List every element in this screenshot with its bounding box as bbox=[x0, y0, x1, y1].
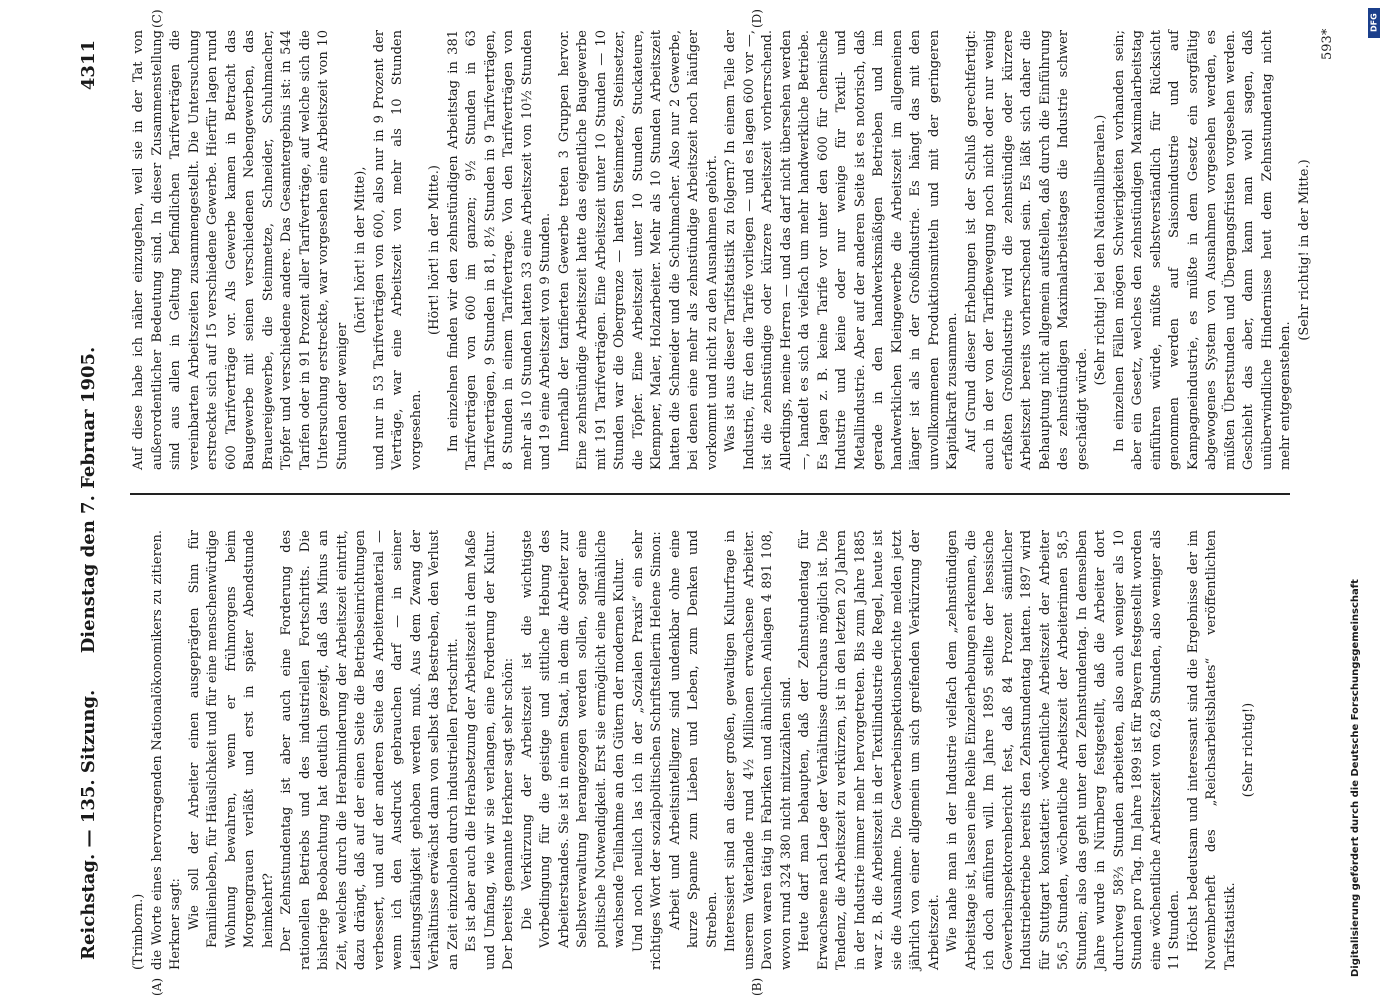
margin-marker-b: (B) bbox=[750, 977, 764, 996]
paragraph: Auf Grund dieser Erhebungen ist der Schluß gerechtfertigt: auch in der von der Tarifbewegung noch nicht oder nur wenig erfaßten Großindustrie wird die zehnstündige oder kürzere Arbeitszeit bereits vorherrschend sein. Es läßt sich daher die Behauptung nicht allgemein aufstellen, daß durch die Einführung des zehnstündigen Maximalarbeitstages die Industrie schwer geschädigt würde. bbox=[963, 30, 1090, 470]
paragraph: In einzelnen Fällen mögen Schwierigkeiten vorhanden sein; aber ein Gesetz, welches den zehnstündigen Maximalarbeitstag einführen würde, müßte selbstverständlich für Rücksicht genommen werden auf Saisonindustrie und auf Kampagneindustrie, es müßte in dem Gesetz ein sorgfältig abgewogenes System von Ausnahmen vorgesehen werden, es müßten Überstunden und Übergangsfristen vorgesehen werden. Geschieht das aber, dann kann man wohl sagen, daß unüberwindliche Hindernisse heut dem Zehnstundentag nicht mehr entgegenstehen. bbox=[1111, 30, 1293, 470]
dfg-logo: DFG bbox=[1368, 8, 1380, 38]
paragraph: Wie soll der Arbeiter einen ausgeprägten Sinn für Familienleben, für Häuslichkeit und für eine menschenwürdige Wohnung bewahren, wenn er frühmorgens beim Morgengrauen verläßt und erst in später Abendstunde heimkehrt? bbox=[186, 530, 276, 948]
margin-marker-a: (A) bbox=[150, 977, 164, 996]
paragraph: Wie nahe man in der Industrie vielfach dem „zehnstündigen Arbeitstage ist, lassen eine Reihe Einzelerhebungen erkennen, die ich doch anführen will. Im Jahre 1895 stellte der hessische Gewerbeinspektorenbericht fest, daß 84 Prozent sämtlicher Industriebetriebe bereits den Zehnstundentag hatten. 1897 wird für Stuttgart konstatiert: wöchentliche Arbeitszeit der Arbeiter 56,5 Stunden, wöchentliche Arbeitszeit der Arbeiterinnen 58,5 Stunden; also das geht unter den Zehnstundentag. In demselben Jahre wurde in Nürnberg festgestellt, daß die Arbeiter dort durchweg 58⅔ Stunden arbeiteten, also auch weniger als 10 Stunden pro Tag. Im Jahre 1899 ist für Bayern festgestellt worden eine wöchentliche Arbeitszeit von 62,8 Stunden, also weniger als 11 Stunden. bbox=[945, 530, 1182, 970]
paragraph: Was ist aus dieser Tarifstatistik zu folgern? In einem Teile der Industrie, für den die Tarife vorliegen — und es lagen 600 vor —, ist die zehnstündige oder kürzere Arbeitszeit vorherrschend. Allerdings, meine Herren — und das darf nicht übersehen werden —, handelt es sich da vielfach um mehr handwerkliche Betriebe. Es lagen z. B. keine Tarife vor unter den 600 für chemische Industrie und keine oder nur wenige für Textil- und Metallindustrie. Aber auf der anderen Seite ist es notorisch, daß gerade in den handwerksmäßigen Betrieben und im handwerklichen Kleingewerbe die Arbeitszeit im allgemeinen länger ist als in der Großindustrie. Es hängt das mit den unvollkommenen Produktionsmitteln und mit der geringeren Kapitalkraft zusammen. bbox=[723, 30, 960, 470]
column-divider bbox=[130, 493, 1290, 495]
paragraph: Die Verkürzung der Arbeitszeit ist die wichtigste Vorbedingung für die geistige und sittliche Hebung des Arbeiterstandes. Sie ist in einem Staat, in dem die Arbeiter zur Selbstverwaltung herangezogen werden sollen, sogar eine politische Notwendigkeit. Erst sie ermöglicht eine allmähliche wachsende Teilnahme an den Gütern der modernen Kultur. bbox=[519, 530, 627, 948]
paragraph: Der Zehnstundentag ist aber auch eine Forderung des rationellen Betriebs und des industriellen Fortschritts. Die bisherige Beobachtung hat deutlich gezeigt, daß das Minus an Zeit, welches durch die Herabminderung der Arbeitszeit eintritt, dazu drängt, daß auf der einen Seite die Betriebseinrichtungen verbessert, und auf der anderen Seite das Arbeitermaterial — wenn ich den Ausdruck gebrauchen darf — in seiner Leistungsfähigkeit gehoben werden muß. Aus dem Zwang der Verhältnisse erwächst dann von selbst das Bestreben, den Verlust an Zeit einzuholen durch industriellen Fortschritt. bbox=[279, 530, 461, 970]
margin-marker-d: (D) bbox=[750, 9, 764, 28]
paragraph: (Trimborn.) bbox=[131, 893, 146, 970]
paragraph: Heute darf man behaupten, daß der Zehnstundentag für Erwachsene nach Lage der Verhältnisse durchaus möglich ist. Die Tendenz, die Arbeitszeit zu verkürzen, ist in den letzten 20 Jahren in der Industrie immer mehr hervorgetreten. Bis zum Jahre 1885 war z. B. die Arbeitszeit in der Textilindustrie die Regel, heute ist sie die Ausnahme. Die Gewerbeinspektionsberichte melden jetzt jährlich von einer allgemein um sich greifenden Verkürzung der Arbeitszeit. bbox=[797, 530, 942, 970]
page-number: 4311 bbox=[77, 40, 99, 91]
paragraph: die Worte eines hervorragenden Nationalökonomikers zu zitieren. Herkner sagt: bbox=[149, 530, 183, 970]
paragraph: Interessiert sind an dieser großen, gewaltigen Kulturfrage in unserem Vaterlande rund 4½ Millionen erwachsene Arbeiter. Davon waren tätig in Fabriken und ähnlichen Anlagen 4 891 108, wovon rund 324 380 nicht mitzuzählen sind. bbox=[723, 530, 794, 970]
paragraph: Höchst bedeutsam und interessant sind die Ergebnisse der im Novemberheft des „Reichsarbeitsblattes“ veröffentlichten Tarifstatistik. bbox=[1185, 530, 1238, 970]
text-column-right bbox=[130, 30, 1314, 470]
text-column-left bbox=[130, 530, 1259, 970]
page-header bbox=[68, 40, 108, 960]
paragraph: und nur in 53 Tarifverträgen von 600, also nur in 9 Prozent der Verträge, war eine Arbeitszeit von mehr als 10 Stunden vorgesehen. bbox=[371, 30, 424, 470]
digitization-credit bbox=[1335, 5, 1375, 995]
signature-mark: 593* bbox=[1320, 28, 1335, 60]
rotated-page bbox=[60, 0, 1360, 1000]
header-left: Reichstag. — 135. Sitzung. bbox=[77, 689, 99, 960]
paragraph: (Sehr richtig! in der Mitte.) bbox=[1296, 159, 1312, 341]
paragraph: Und noch neulich las ich in der „Sozialen Praxis“ ein sehr richtiges Wort der sozialpolitischen Schriftstellerin Helene Simon: bbox=[630, 530, 664, 970]
paragraph: Auf diese habe ich näher einzugehen, weil sie in der Tat von außerordentlicher Bedeutung sind. In dieser Zusammenstellung sind aus allen in Geltung befindlichen Tarifverträgen die vereinbarten Arbeitszeiten zusammengestellt. Die Untersuchung erstreckte sich auf 15 verschiedene Gewerbe. Hierfür lagen rund 600 Tarifverträge vor. Als Gewerbe kamen in Betracht das Baugewerbe mit seinen verschiedenen Nebengewerben, das Brauereigewerbe, die Steinmetze, Schneider, Schuhmacher, Töpfer und verschiedene andere. Das Gesamtergebnis ist: in 544 Tarifen oder in 91 Prozent aller Tarifverträge, auf welche sich die Untersuchung erstreckte, war vorgesehen eine Arbeitszeit von 10 Stunden oder weniger bbox=[131, 30, 350, 470]
paragraph: (hört! hört! in der Mitte), bbox=[353, 166, 368, 334]
margin-marker-c: (C) bbox=[150, 9, 164, 28]
paragraph: Arbeit und Arbeitsintelligenz sind undenkbar ohne eine kurze Spanne zum Lieben und Leben, zum Denken und Streben. bbox=[667, 530, 720, 948]
paragraph: Im einzelnen finden wir den zehnstündigen Arbeitstag in 381 Tarifverträgen von 600 im ganzen; 9½ Stunden in 63 Tarifverträgen, 9 Stunden in 81, 8½ Stunden in 9 Tarifverträgen, 8 Stunden in einem Tarifvertrage. Von den Tarifverträgen von mehr als 10 Stunden hatten 33 eine Arbeitszeit von 10½ Stunden und 19 eine Arbeitszeit von 9 Stunden. bbox=[445, 30, 553, 470]
header-date: Dienstag den 7. Februar 1905. bbox=[77, 346, 99, 654]
paragraph: (Sehr richtig!) bbox=[1241, 702, 1256, 798]
credit-text: Digitalisierung gefördert durch die Deutsche Forschungsgemeinschaft bbox=[1349, 579, 1361, 977]
paragraph: Es ist aber auch die Herabsetzung der Arbeitszeit in dem Maße und Umfang, wie wir sie verlangen, eine Forderung der Kultur. Der bereits genannte Herkner sagt sehr schön: bbox=[464, 530, 516, 970]
paragraph: (Sehr richtig! bei den Nationalliberalen.) bbox=[1093, 114, 1108, 386]
paragraph: (Hört! hört! in der Mitte.) bbox=[427, 165, 442, 335]
paragraph: Innerhalb der tarifierten Gewerbe treten 3 Gruppen hervor. Eine zehnstündige Arbeitszeit hatte das eigentliche Baugewerbe mit 191 Tarifverträgen. Eine Arbeitszeit unter 10 Stunden — 10 Stunden war die Obergrenze — hatten Steinmetze, Steinsetzer, die Töpfer. Eine Arbeitszeit unter 10 Stunden Stuckateure, Klempner, Maler, Holzarbeiter. Mehr als 10 Stunden Arbeitszeit hatten die Schneider und die Schuhmacher. Also nur 2 Gewerbe, bei denen eine mehr als zehnstündige Arbeitszeit noch häufiger vorkommt und nicht zu den Ausnahmen gehört. bbox=[556, 30, 720, 470]
